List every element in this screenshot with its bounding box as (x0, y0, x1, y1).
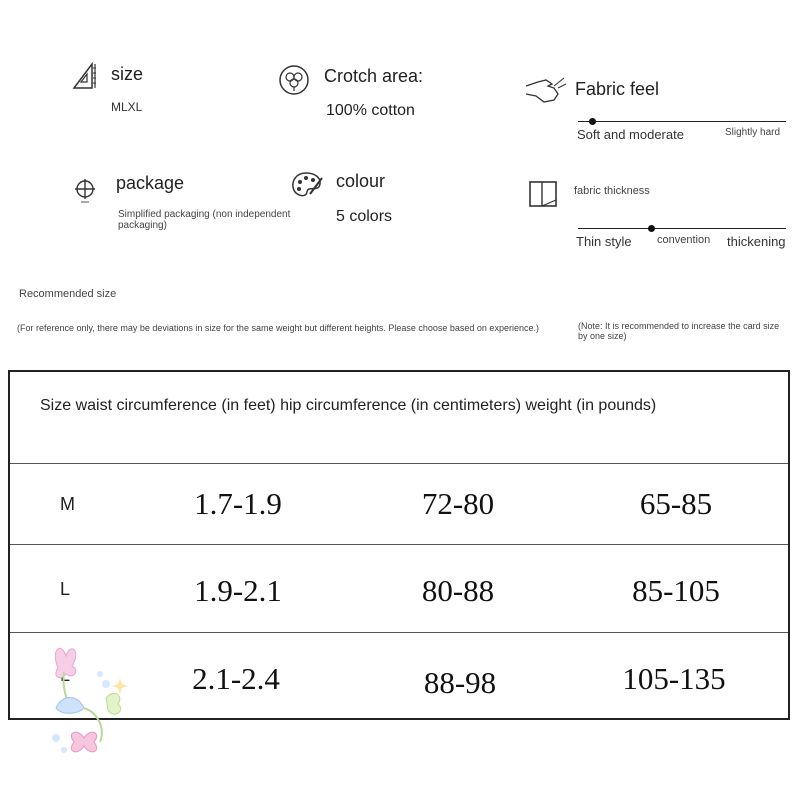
cotton-icon (278, 64, 310, 96)
row-weight: 65-85 (639, 486, 713, 521)
package-value: Simplified packaging (non independent packaging) (118, 209, 291, 231)
thickness-option-thin: Thin style (576, 234, 632, 249)
size-label: size (111, 64, 144, 84)
crotch-label: Crotch area: (324, 66, 424, 86)
colour-value: 5 colors (336, 208, 393, 225)
row-hip: 72-80 (421, 486, 495, 521)
package-target-icon (74, 178, 96, 204)
row-waist: 1.9-2.1 (194, 573, 282, 608)
recommended-note-left: (For reference only, there may be deviations in size for the same weight but different heights. Please choose based on experience.) (17, 323, 539, 333)
thickness-scale (578, 228, 786, 229)
row-size: M (60, 494, 75, 514)
table-header-text: Size waist circumference (in feet) hip circumference (in centimeters) weight (in pounds) (40, 397, 657, 414)
table-row (10, 464, 788, 545)
thickness-marker (648, 225, 655, 232)
table-row (10, 545, 788, 633)
butterfly-flower-sticker-icon (44, 638, 132, 768)
fabric-feel-low: Soft and moderate (577, 127, 684, 142)
row-weight: 85-105 (632, 573, 720, 608)
fabric-feel-high: Slightly hard (725, 127, 781, 138)
ruler-triangle-icon (72, 62, 98, 90)
fabric-feel-label: Fabric feel (575, 79, 660, 99)
book-icon (528, 180, 558, 208)
crotch-value: 100% cotton (326, 102, 415, 119)
size-value: MLXL (111, 100, 143, 114)
hand-feel-icon (524, 76, 568, 106)
table-header (10, 372, 788, 464)
row-weight: 105-135 (622, 661, 726, 696)
recommended-title: Recommended size (19, 288, 117, 300)
fabric-feel-scale (578, 121, 786, 122)
row-waist: 1.7-1.9 (194, 486, 282, 521)
palette-icon (290, 170, 324, 200)
recommended-note-right: (Note: It is recommended to increase the card size by one size) (578, 321, 780, 341)
thickness-option-thickening: thickening (727, 234, 786, 249)
colour-label: colour (336, 171, 386, 191)
row-hip: 80-88 (421, 573, 495, 608)
thickness-option-convention: convention (657, 234, 711, 246)
thickness-label: fabric thickness (574, 185, 650, 197)
row-hip: 88-98 (423, 665, 497, 700)
fabric-feel-marker (589, 118, 596, 125)
row-size: L (60, 579, 71, 599)
package-label: package (116, 173, 185, 193)
row-waist: 2.1-2.4 (192, 661, 280, 696)
